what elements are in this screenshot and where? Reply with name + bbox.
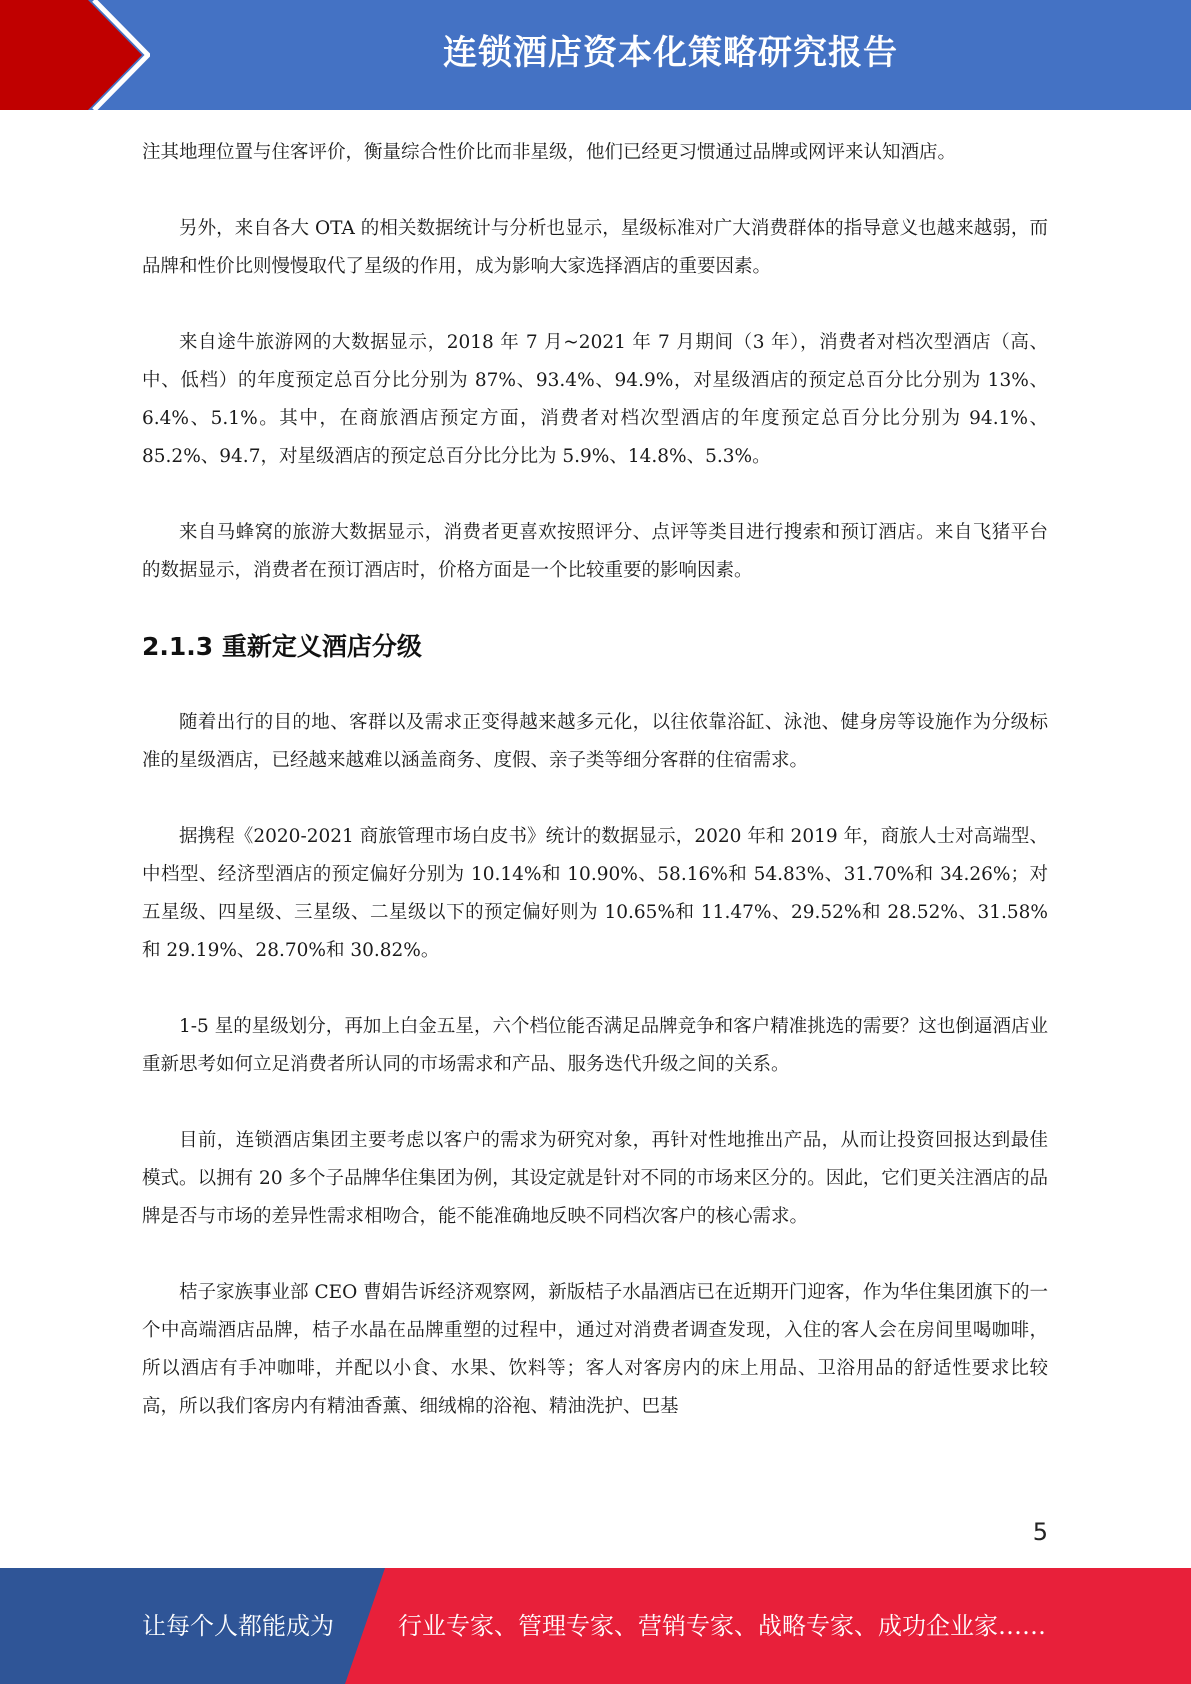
report-title: 连锁酒店资本化策略研究报告 <box>443 33 898 73</box>
paragraph-ota: 另外，来自各大 OTA 的相关数据统计与分析也显示，星级标准对广大消费群体的指导意义也越来越弱，而品牌和性价比则慢慢取代了星级的作用，成为影响大家选择酒店的重要因素。 <box>142 218 1048 277</box>
document-body <box>142 134 1048 1464</box>
footer-slogan-left: 让每个人都能成为 <box>142 1612 334 1640</box>
paragraph-orange-crystal: 桔子家族事业部 CEO 曹娟告诉经济观察网，新版桔子水晶酒店已在近期开门迎客，作为华住集团旗下的一个中高端酒店品牌，桔子水晶在品牌重塑的过程中，通过对消费者调查发现，入住的客人会在房间里喝咖啡，所以酒店有手冲咖啡，并配以小食、水果、饮料等；客人对客房内的床上用品、卫浴用品的舒适性要求比较高，所以我们客房内有精油香薰、细绒棉的浴袍、精油洗护、巴基 <box>142 1282 1048 1417</box>
footer-slogan-right: 行业专家、管理专家、营销专家、战略专家、成功企业家…… <box>398 1612 1046 1640</box>
paragraph-mafengwo: 来自马蜂窝的旅游大数据显示，消费者更喜欢按照评分、点评等类目进行搜索和预订酒店。来自飞猪平台的数据显示，消费者在预订酒店时，价格方面是一个比较重要的影响因素。 <box>142 522 1048 581</box>
header-banner <box>0 0 1191 110</box>
paragraph-continuation: 注其地理位置与住客评价，衡量综合性价比而非星级，他们已经更习惯通过品牌或网评来认知酒店。 <box>142 142 957 163</box>
red-chevron-decoration <box>0 0 150 110</box>
paragraph-huazhu: 目前，连锁酒店集团主要考虑以客户的需求为研究对象，再针对性地推出产品，从而让投资回报达到最佳模式。以拥有 20 多个子品牌华住集团为例，其设定就是针对不同的市场来区分的。因此，它们更关注酒店的品牌是否与市场的差异性需求相吻合，能不能准确地反映不同档次客户的核心需求。 <box>142 1130 1048 1227</box>
page-number: 5 <box>1032 1518 1048 1546</box>
section-heading: 2.1.3 重新定义酒店分级 <box>142 632 422 661</box>
paragraph-diversification: 随着出行的目的地、客群以及需求正变得越来越多元化，以往依靠浴缸、泳池、健身房等设施作为分级标准的星级酒店，已经越来越难以涵盖商务、度假、亲子类等细分客群的住宿需求。 <box>142 712 1048 771</box>
paragraph-tuniu: 来自途牛旅游网的大数据显示，2018 年 7 月~2021 年 7 月期间（3 年），消费者对档次型酒店（高、中、低档）的年度预定总百分比分别为 87%、93.4%、94.9%，对星级酒店的预定总百分比分别为 13%、6.4%、5.1%。其中，在商旅酒店预定方面，消费者对档次型酒店的年度预定总百分比分别为 94.1%、85.2%、94.7，对星级酒店的预定总百分比分比为 5.9%、14.8%、5.3%。 <box>142 332 1048 467</box>
footer-banner <box>0 1568 1191 1684</box>
paragraph-ctrip: 据携程《2020-2021 商旅管理市场白皮书》统计的数据显示，2020 年和 2019 年，商旅人士对高端型、中档型、经济型酒店的预定偏好分别为 10.14%和 10.90%、58.16%和 54.83%、31.70%和 34.26%；对五星级、四星级、三星级、二星级以下的预定偏好则为 10.65%和 11.47%、29.52%和 28.52%、31.58%和 29.19%、28.70%和 30.82%。 <box>142 826 1048 961</box>
paragraph-star-levels: 1-5 星的星级划分，再加上白金五星，六个档位能否满足品牌竞争和客户精准挑选的需要？这也倒逼酒店业重新思考如何立足消费者所认同的市场需求和产品、服务迭代升级之间的关系。 <box>142 1016 1048 1075</box>
